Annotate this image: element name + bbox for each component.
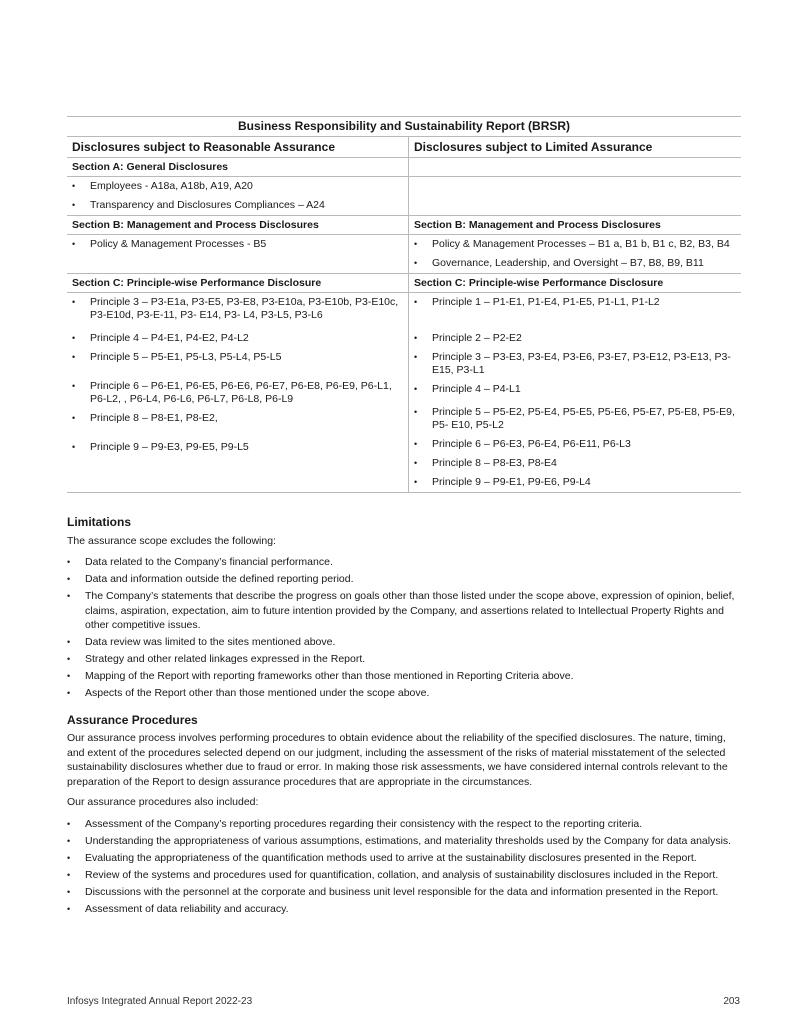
list-item: • Assessment of data reliability and accuracy. — [67, 902, 742, 917]
list-item: • Principle 9 – P9-E1, P9-E6, P9-L4 — [409, 473, 741, 492]
list-item: • Transparency and Disclosures Compliances – A24 — [67, 196, 408, 215]
limitations-heading: Limitations — [67, 515, 132, 529]
section-b-left-cell — [67, 235, 409, 274]
list-item: • Principle 6 – P6-E3, P6-E4, P6-E11, P6-L3 — [409, 435, 741, 454]
section-a-left-cell — [67, 177, 409, 216]
procedures-list — [67, 817, 742, 919]
section-c-right-title: Section C: Principle-wise Performance Disclosure — [409, 274, 742, 293]
list-item: • Employees - A18a, A18b, A19, A20 — [67, 177, 408, 196]
reasonable-assurance-header: Disclosures subject to Reasonable Assurance — [67, 137, 409, 158]
list-item: • Aspects of the Report other than those mentioned under the scope above. — [67, 686, 742, 701]
list-item: • Principle 4 – P4-L1 — [409, 380, 741, 399]
list-item: • Principle 3 – P3-E3, P3-E4, P3-E6, P3-E7, P3-E12, P3-E13, P3- E15, P3-L1 — [409, 348, 741, 380]
list-item: • Policy & Management Processes – B1 a, B1 b, B1 c, B2, B3, B4 — [409, 235, 741, 254]
section-a-right-title — [409, 158, 742, 177]
section-b-right-title: Section B: Management and Process Disclosures — [409, 216, 742, 235]
section-b-right-cell — [409, 235, 742, 274]
list-item: • Understanding the appropriateness of various assumptions, estimations, and materiality thresholds used by the Company for data analysis. — [67, 834, 742, 849]
limited-assurance-header: Disclosures subject to Limited Assurance — [409, 137, 742, 158]
list-item: • Principle 9 – P9-E3, P9-E5, P9-L5 — [67, 438, 408, 457]
list-item: • Principle 5 – P5-E1, P5-L3, P5-L4, P5-L5 — [67, 348, 408, 367]
list-item: • Principle 3 – P3-E1a, P3-E5, P3-E8, P3-E10a, P3-E10b, P3-E10c, P3-E10d, P3-E-11, P3- E14, P3- L4, P3-L5, P3-L6 — [67, 293, 408, 325]
list-item: • Mapping of the Report with reporting frameworks other than those mentioned in Reporting Criteria above. — [67, 669, 742, 684]
procedures-intro: Our assurance procedures also included: — [67, 796, 259, 808]
footer-report-title: Infosys Integrated Annual Report 2022-23 — [67, 996, 253, 1007]
list-item: • Discussions with the personnel at the corporate and business unit level responsible for the data and information presented in the Report. — [67, 885, 742, 900]
list-item: • Principle 5 – P5-E2, P5-E4, P5-E5, P5-E6, P5-E7, P5-E8, P5-E9, P5- E10, P5-L2 — [409, 403, 741, 435]
section-b-left-title: Section B: Management and Process Disclosures — [67, 216, 409, 235]
list-item: • Strategy and other related linkages expressed in the Report. — [67, 652, 742, 667]
section-a-right-cell — [409, 177, 742, 216]
page-number: 203 — [723, 996, 740, 1007]
list-item: • The Company’s statements that describe the progress on goals other than those listed under the scope above, expression of opinion, belief, claims, aspiration, expectation, aim to future intention provided by the Company, and assertions related to Intellectual Property Rights and other competitive issues. — [67, 589, 742, 633]
list-item: • Governance, Leadership, and Oversight – B7, B8, B9, B11 — [409, 254, 741, 273]
list-item: • Principle 6 – P6-E1, P6-E5, P6-E6, P6-E7, P6-E8, P6-E9, P6-L1, P6-L2, , P6-L4, P6-L6, P6-L7, P6-L8, P6-L9 — [67, 377, 408, 409]
procedures-paragraph: Our assurance process involves performing procedures to obtain evidence about the reliability of the specified disclosures. The nature, timing, and extent of the procedures selected depend on our judgment, including the assessment of the risks of material misstatement of the selected sustainability disclosures whether due to fraud or error. In making those risk assessments, we have considered internal controls relevant to the preparation of the Report to design assurance procedures that are appropriate in the circumstances. — [67, 732, 728, 788]
list-item: • Assessment of the Company’s reporting procedures regarding their consistency with the respect to the reporting criteria. — [67, 817, 742, 832]
list-item: • Policy & Management Processes - B5 — [67, 235, 408, 254]
brsr-assurance-table — [67, 116, 741, 493]
list-item: • Data related to the Company’s financial performance. — [67, 555, 742, 570]
section-a-left-title: Section A: General Disclosures — [67, 158, 409, 177]
list-item: • Data review was limited to the sites mentioned above. — [67, 635, 742, 650]
section-c-right-cell — [409, 293, 742, 493]
procedures-heading: Assurance Procedures — [67, 713, 198, 727]
list-item: • Principle 2 – P2-E2 — [409, 329, 741, 348]
list-item: • Data and information outside the defined reporting period. — [67, 572, 742, 587]
list-item: • Evaluating the appropriateness of the quantification methods used to arrive at the sustainability disclosures presented in the Report. — [67, 851, 742, 866]
list-item: • Principle 1 – P1-E1, P1-E4, P1-E5, P1-L1, P1-L2 — [409, 293, 741, 312]
limitations-list — [67, 555, 742, 703]
list-item: • Principle 4 – P4-E1, P4-E2, P4-L2 — [67, 329, 408, 348]
list-item: • Principle 8 – P8-E1, P8-E2, — [67, 409, 408, 428]
section-c-left-cell — [67, 293, 409, 493]
section-c-left-title: Section C: Principle-wise Performance Disclosure — [67, 274, 409, 293]
list-item: • Review of the systems and procedures used for quantification, collation, and analysis of sustainability disclosures included in the Report. — [67, 868, 742, 883]
list-item: • Principle 8 – P8-E3, P8-E4 — [409, 454, 741, 473]
limitations-intro: The assurance scope excludes the following: — [67, 535, 276, 547]
table-title: Business Responsibility and Sustainability Report (BRSR) — [67, 117, 741, 137]
